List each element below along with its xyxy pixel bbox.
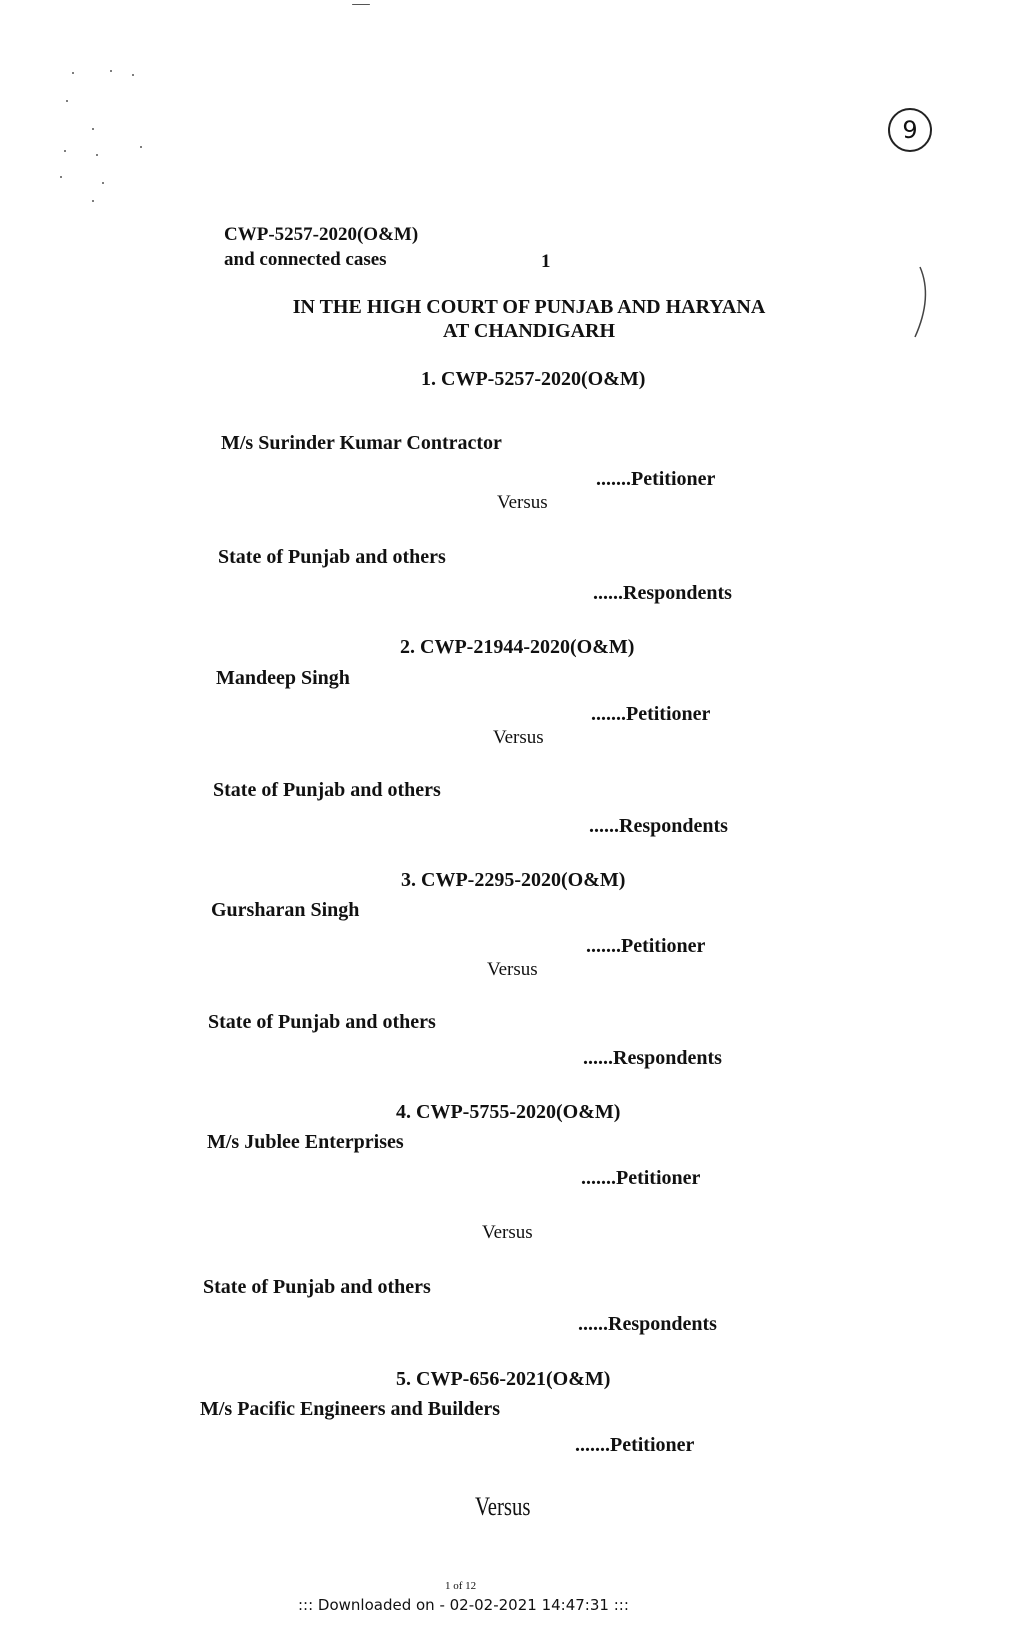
case-number: 3. CWP-2295-2020(O&M) <box>401 869 626 891</box>
petitioner-name: M/s Jublee Enterprises <box>207 1131 404 1153</box>
page-count: 1 of 12 <box>445 1580 477 1592</box>
respondent-name: State of Punjab and others <box>213 779 441 801</box>
versus-label: Versus <box>493 727 544 748</box>
court-name: IN THE HIGH COURT OF PUNJAB AND HARYANA <box>292 296 766 318</box>
respondent-role: ......Respondents <box>583 1047 722 1069</box>
court-location: AT CHANDIGARH <box>442 320 616 342</box>
case-number: 2. CWP-21944-2020(O&M) <box>400 636 635 658</box>
connected-cases-label: and connected cases <box>224 249 387 270</box>
versus-label: Versus <box>475 1492 531 1521</box>
respondent-name: State of Punjab and others <box>208 1011 436 1033</box>
download-stamp: ::: Downloaded on - 02-02-2021 14:47:31 ::: <box>298 1596 629 1614</box>
page-number: 1 <box>541 251 551 272</box>
petitioner-role: .......Petitioner <box>586 935 706 957</box>
margin-stroke-icon <box>905 262 935 342</box>
petitioner-role: .......Petitioner <box>596 468 716 490</box>
respondent-role: ......Respondents <box>578 1313 717 1335</box>
handwritten-page-mark: 9 <box>888 108 932 152</box>
case-number: 1. CWP-5257-2020(O&M) <box>421 368 646 390</box>
versus-label: Versus <box>487 959 538 980</box>
respondent-name: State of Punjab and others <box>203 1276 431 1298</box>
respondent-role: ......Respondents <box>589 815 728 837</box>
respondent-role: ......Respondents <box>593 582 732 604</box>
versus-label: Versus <box>497 492 548 513</box>
petitioner-name: Mandeep Singh <box>216 667 350 689</box>
versus-label: Versus <box>482 1222 533 1243</box>
case-number: 4. CWP-5755-2020(O&M) <box>396 1101 621 1123</box>
case-reference: CWP-5257-2020(O&M) <box>224 224 419 245</box>
case-number: 5. CWP-656-2021(O&M) <box>396 1368 611 1390</box>
respondent-name: State of Punjab and others <box>218 546 446 568</box>
petitioner-role: .......Petitioner <box>581 1167 701 1189</box>
petitioner-name: Gursharan Singh <box>211 899 360 921</box>
petitioner-role: .......Petitioner <box>575 1434 695 1456</box>
petitioner-role: .......Petitioner <box>591 703 711 725</box>
petitioner-name: M/s Pacific Engineers and Builders <box>200 1398 500 1420</box>
petitioner-name: M/s Surinder Kumar Contractor <box>221 432 502 454</box>
